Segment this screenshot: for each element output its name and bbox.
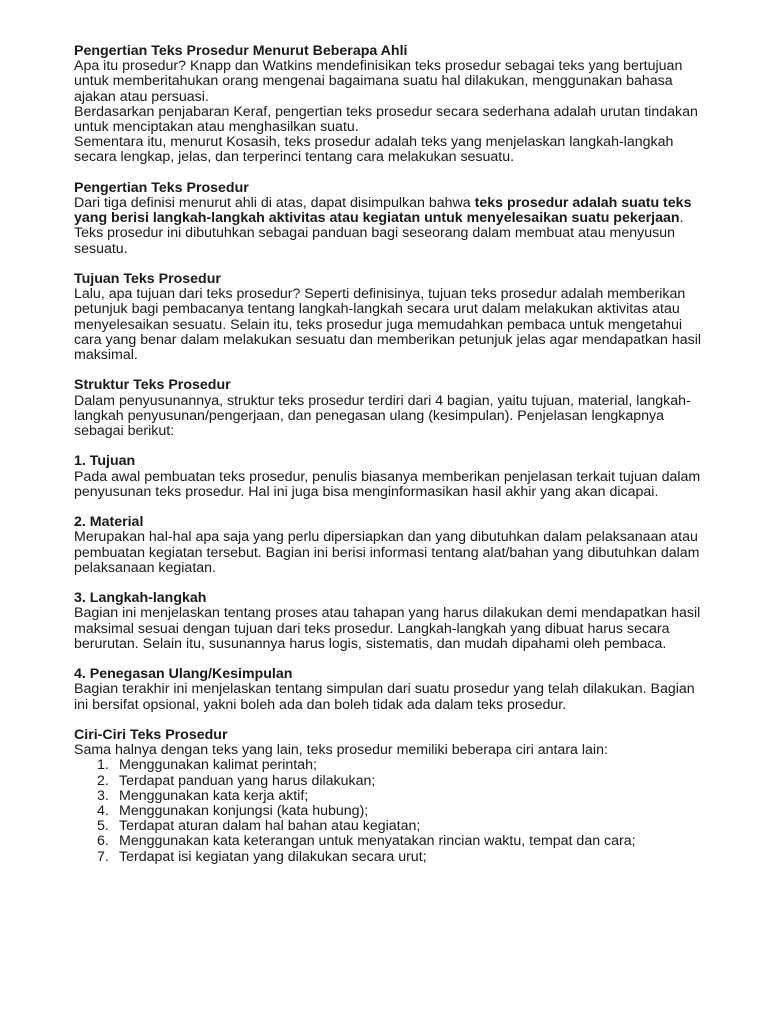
- paragraph-bold-text: teks prosedur adalah suatu teks yang berisi langkah-langkah aktivitas atau kegiatan untuk menyelesaikan suatu pekerjaan: [74, 195, 692, 227]
- section-purpose: [74, 272, 708, 363]
- paragraph: Dalam penyusunannya, struktur teks prosedur terdiri dari 4 bagian, yaitu tujuan, material, langkah-langkah penyusunan/pengerjaan, dan penegasan ulang (kesimpulan). Penjelasan lengkapnya sebagai berikut:: [74, 392, 691, 440]
- paragraph-text: Dari tiga definisi menurut ahli di atas, dapat disimpulkan bahwa: [74, 195, 475, 212]
- list-item: [97, 787, 708, 804]
- section-heading: Struktur Teks Prosedur: [74, 377, 231, 394]
- list-number: 3.: [97, 787, 109, 804]
- paragraph: Bagian ini menjelaskan tentang proses atau tahapan yang harus dilakukan demi mendapatkan hasil maksimal sesuai dengan tujuan dari teks prosedur. Langkah-langkah yang dibuat harus secara berurutan. Selain itu, susunannya harus logis, sistematis, dan mudah dipahami oleh pembaca.: [74, 605, 701, 652]
- paragraph-text: . Teks prosedur ini dibutuhkan sebagai panduan bagi seseorang dalam membuat atau menyusun sesuatu.: [74, 210, 684, 257]
- section-material: [74, 515, 708, 576]
- paragraph: Apa itu prosedur? Knapp dan Watkins mendefinisikan teks prosedur sebagai teks yang bertujuan untuk memberitahukan orang mengenai bagaimana suatu hal dilakukan, menggunakan bahasa ajakan atau persuasi.: [74, 58, 683, 105]
- section-heading: Pengertian Teks Prosedur: [74, 179, 249, 196]
- list-item-text: Menggunakan kata keterangan untuk menyatakan rincian waktu, tempat dan cara;: [119, 833, 636, 850]
- section-heading: Ciri-Ciri Teks Prosedur: [74, 727, 228, 744]
- list-item-text: Menggunakan kata kerja aktif;: [119, 787, 309, 804]
- list-item-text: Terdapat panduan yang harus dilakukan;: [119, 772, 376, 789]
- paragraph: [74, 196, 708, 257]
- list-number: 2.: [97, 772, 109, 789]
- section-goal: [74, 454, 708, 500]
- list-number: 1.: [97, 757, 109, 774]
- characteristics-list: [74, 758, 708, 864]
- section-heading: 3. Langkah-langkah: [74, 590, 207, 607]
- section-definition-experts: [74, 44, 708, 166]
- list-number: 6.: [97, 833, 109, 850]
- section-heading: Tujuan Teks Prosedur: [74, 271, 221, 288]
- section-definition: [74, 181, 708, 257]
- section-heading: 1. Tujuan: [74, 453, 136, 470]
- list-number: 5.: [97, 818, 109, 835]
- list-item: [97, 772, 708, 789]
- section-structure: [74, 378, 708, 439]
- paragraph: Merupakan hal-hal apa saja yang perlu dipersiapkan dan yang dibutuhkan dalam pelaksanaan atau pembuatan kegiatan tersebut. Bagian ini berisi informasi tentang alat/bahan yang dibutuhkan dalam pelaksanaan kegiatan.: [74, 529, 700, 576]
- paragraph: Sementara itu, menurut Kosasih, teks prosedur adalah teks yang menjelaskan langkah-langkah secara lengkap, jelas, dan terperinci tentang cara melakukan sesuatu.: [74, 134, 674, 166]
- section-characteristics: [74, 728, 708, 865]
- section-heading: 2. Material: [74, 514, 144, 531]
- list-number: 7.: [97, 848, 109, 865]
- paragraph: Lalu, apa tujuan dari teks prosedur? Seperti definisinya, tujuan teks prosedur adalah memberikan petunjuk bagi pembacanya tentang langkah-langkah secara urut dalam melakukan aktivitas atau menyelesaikan sesuatu. Selain itu, teks prosedur juga memudahkan pembaca untuk mengetahui cara yang benar dalam melakukan sesuatu dan memberikan petunjuk jelas agar mendapatkan hasil maksimal.: [74, 286, 701, 364]
- section-conclusion: [74, 667, 708, 713]
- list-item: [97, 818, 708, 835]
- list-item-text: Terdapat isi kegiatan yang dilakukan secara urut;: [119, 848, 427, 865]
- paragraph: Sama halnya dengan teks yang lain, teks prosedur memiliki beberapa ciri antara lain:: [74, 742, 608, 759]
- list-item: [97, 803, 708, 820]
- paragraph: Berdasarkan penjabaran Keraf, pengertian teks prosedur secara sederhana adalah urutan tindakan untuk menciptakan atau menghasilkan suatu.: [74, 103, 698, 136]
- section-steps: [74, 591, 708, 652]
- list-item-text: Menggunakan kalimat perintah;: [119, 757, 317, 774]
- list-item: [97, 833, 708, 850]
- paragraph: Pada awal pembuatan teks prosedur, penulis biasanya memberikan penjelasan terkait tujuan dalam penyusunan teks prosedur. Hal ini juga bisa menginformasikan hasil akhir yang akan dicapai.: [74, 468, 701, 500]
- list-number: 4.: [97, 803, 109, 820]
- list-item: [97, 848, 708, 865]
- list-item: [97, 757, 708, 774]
- list-item-text: Menggunakan konjungsi (kata hubung);: [119, 803, 369, 820]
- section-heading: Pengertian Teks Prosedur Menurut Beberapa Ahli: [74, 43, 408, 59]
- list-item-text: Terdapat aturan dalam hal bahan atau kegiatan;: [119, 818, 421, 835]
- paragraph: Bagian terakhir ini menjelaskan tentang simpulan dari suatu prosedur yang telah dilakukan. Bagian ini bersifat opsional, yakni boleh ada dan boleh tidak ada dalam teks prosedur.: [74, 681, 695, 713]
- section-heading: 4. Penegasan Ulang/Kesimpulan: [74, 666, 293, 683]
